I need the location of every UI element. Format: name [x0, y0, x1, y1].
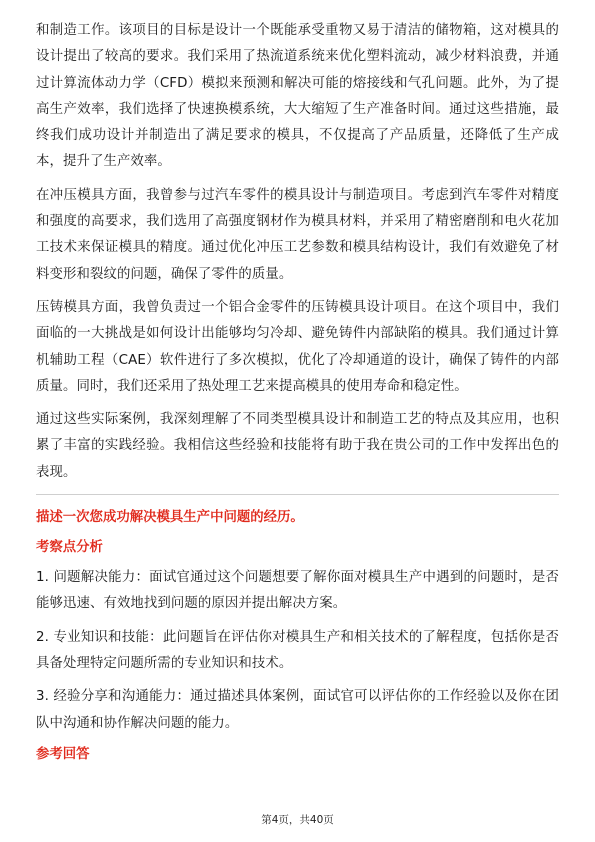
page-number-footer: 第4页，共40页 [261, 814, 334, 826]
body-paragraph: 和制造工作。该项目的目标是设计一个既能承受重物又易于清洁的储物箱，这对模具的设计提出了较高的要求。我们采用了热流道系统来优化塑料流动，减少材料浪费，并通过计算流体动力学（CFD）模拟来预测和解决可能的熔接线和气孔问题。此外，为了提高生产效率，我们选择了快速换模系统，大大缩短了生产准备时间。通过这些措施，最终我们成功设计并制造出了满足要求的模具，不仅提高了产品质量，还降低了生产成本，提升了生产效率。 [36, 23, 559, 170]
reference-answer-heading: 参考回答 [36, 746, 90, 762]
analysis-item: 3. 经验分享和沟通能力：通过描述具体案例，面试官可以评估你的工作经验以及你在团队中沟通和协作解决问题的能力。 [36, 689, 559, 731]
analysis-item: 2. 专业知识和技能：此问题旨在评估你对模具生产和相关技术的了解程度，包括你是否具备处理特定问题所需的专业知识和技术。 [36, 629, 559, 671]
body-paragraph: 在冲压模具方面，我曾参与过汽车零件的模具设计与制造项目。考虑到汽车零件对精度和强度的高要求，我们选用了高强度钢材作为模具材料，并采用了精密磨削和电火花加工技术来保证模具的精度。通过优化冲压工艺参数和模具结构设计，我们有效避免了材料变形和裂纹的问题，确保了零件的质量。 [36, 187, 559, 282]
body-paragraph: 通过这些实际案例，我深刻理解了不同类型模具设计和制造工艺的特点及其应用，也积累了丰富的实践经验。我相信这些经验和技能将有助于我在贵公司的工作中发挥出色的表现。 [36, 412, 559, 480]
section-divider [36, 494, 559, 495]
document-page [36, 18, 559, 772]
analysis-heading: 考察点分析 [36, 540, 103, 556]
question-heading: 描述一次您成功解决模具生产中问题的经历。 [36, 510, 304, 526]
analysis-item: 1. 问题解决能力：面试官通过这个问题想要了解你面对模具生产中遇到的问题时，是否能够迅速、有效地找到问题的原因并提出解决方案。 [36, 570, 559, 612]
body-paragraph: 压铸模具方面，我曾负责过一个铝合金零件的压铸模具设计项目。在这个项目中，我们面临的一大挑战是如何设计出能够均匀冷却、避免铸件内部缺陷的模具。我们通过计算机辅助工程（CAE）软件进行了多次模拟，优化了冷却通道的设计，确保了铸件的内部质量。同时，我们还采用了热处理工艺来提高模具的使用寿命和稳定性。 [36, 299, 559, 394]
